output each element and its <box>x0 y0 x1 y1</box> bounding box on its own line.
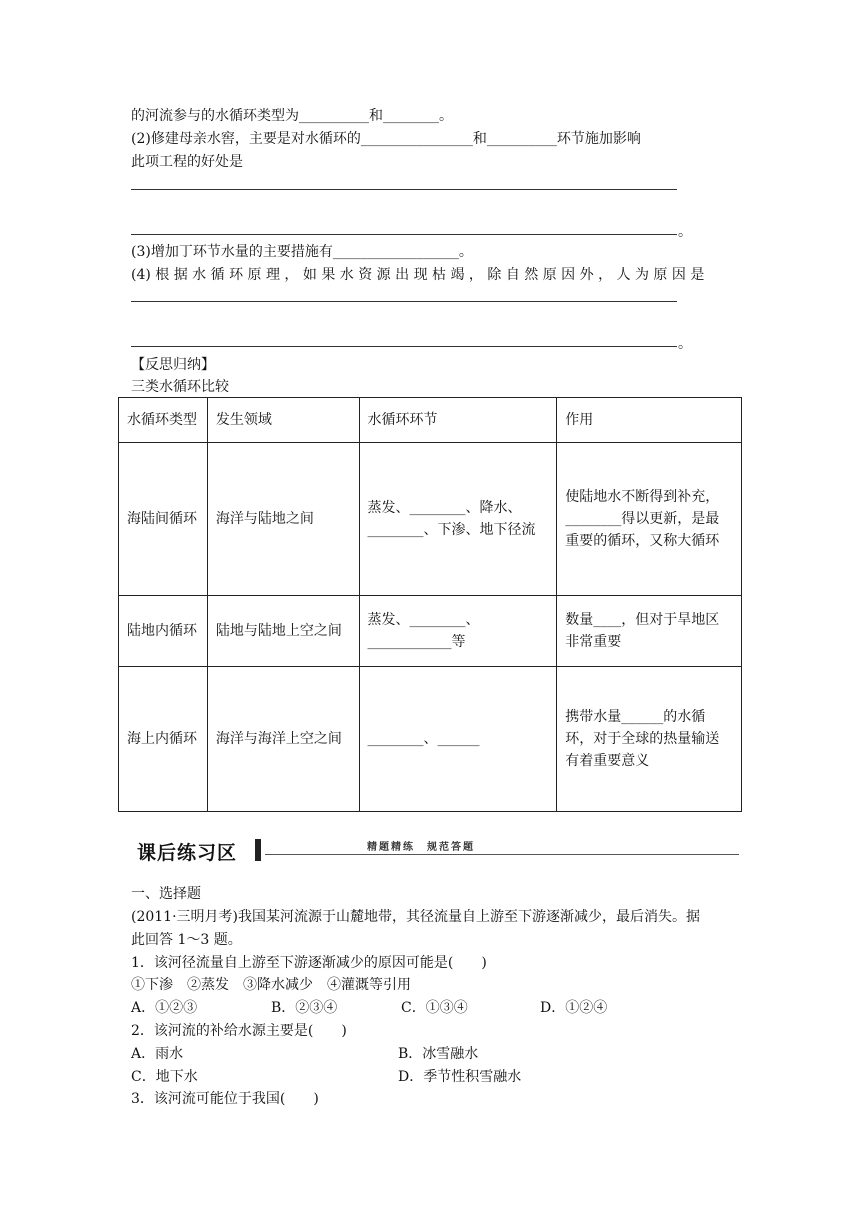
table-row <box>119 667 742 812</box>
cell-type: 海陆间循环 <box>119 443 208 596</box>
option-d: D．①②④ <box>540 1000 608 1016</box>
answer-rule <box>131 189 677 190</box>
option-b: B．②③④ <box>271 1000 338 1016</box>
banner-title: 课后练习区 <box>137 842 238 864</box>
option-c: C．地下水 <box>131 1069 198 1085</box>
question-3: (3)增加丁环节水量的主要措施有__________________。 <box>131 244 473 260</box>
cell-role: 使陆地水不断得到补充，________得以更新，是最重要的循环，又称大循环 <box>557 443 742 596</box>
water-cycle-table <box>118 397 742 812</box>
cell-role: 数量____，但对于旱地区非常重要 <box>557 596 742 667</box>
cell-links: 蒸发、________、____________等 <box>359 596 557 667</box>
cell-links: 蒸发、________、降水、________、下渗、地下径流 <box>359 443 557 596</box>
question-1: 1．该河径流量自上游至下游逐渐减少的原因可能是( ) <box>131 955 487 971</box>
question-2: (2)修建母亲水窖，主要是对水循环的________________和__________环节施加影响 <box>131 131 641 147</box>
period: 。 <box>678 224 692 240</box>
table-header-row <box>119 398 742 443</box>
header-cell: 发生领域 <box>207 398 359 443</box>
option-a: A．雨水 <box>131 1046 184 1062</box>
header-cell: 水循环类型 <box>119 398 208 443</box>
reflect-heading: 【反思归纳】 <box>131 357 215 373</box>
intro-text: 此回答 1～3 题。 <box>131 932 242 948</box>
cell-area: 海洋与海洋上空之间 <box>207 667 359 812</box>
option-a: A．①②③ <box>131 1000 198 1016</box>
question-2: 2．该河流的补给水源主要是( ) <box>131 1023 347 1039</box>
section-title: 一、选择题 <box>131 886 201 902</box>
cell-links: ________、______ <box>359 667 557 812</box>
section-banner <box>131 836 739 864</box>
answer-rule <box>131 301 677 302</box>
table-row <box>119 443 742 596</box>
option-d: D．季节性积雪融水 <box>398 1069 522 1085</box>
header-cell: 作用 <box>557 398 742 443</box>
cell-role: 携带水量______的水循环，对于全球的热量输送有着重要意义 <box>557 667 742 812</box>
question-1-items: ①下渗 ②蒸发 ③降水减少 ④灌溉等引用 <box>131 977 411 993</box>
banner-divider <box>265 854 739 855</box>
answer-rule <box>131 234 677 235</box>
intro-text: (2011·三明月考)我国某河流源于山麓地带，其径流量自上游至下游逐渐减少，最后消失。据 <box>131 909 701 925</box>
question-2-benefit: 此项工程的好处是 <box>131 154 243 170</box>
cell-area: 陆地与陆地上空之间 <box>207 596 359 667</box>
option-c: C．①③④ <box>401 1000 468 1016</box>
period: 。 <box>678 336 692 352</box>
banner-subtitle: 精题精练 规范答题 <box>367 842 475 853</box>
question-3: 3．该河流可能位于我国( ) <box>131 1091 319 1107</box>
cell-type: 陆地内循环 <box>119 596 208 667</box>
compare-heading: 三类水循环比较 <box>131 379 229 395</box>
table-row <box>119 596 742 667</box>
cell-area: 海洋与陆地之间 <box>207 443 359 596</box>
cell-type: 海上内循环 <box>119 667 208 812</box>
question-4: (4) 根 据 水 循 环 原 理 ， 如 果 水 资 源 出 现 枯 竭 ， 除 自 然 原 因 外 ， 人 为 原 因 是 <box>131 267 705 283</box>
header-cell: 水循环环节 <box>359 398 557 443</box>
answer-line-1: 的河流参与的水循环类型为__________和________。 <box>131 108 453 124</box>
banner-bar <box>255 839 261 861</box>
answer-rule <box>131 346 677 347</box>
option-b: B．冰雪融水 <box>398 1046 479 1062</box>
